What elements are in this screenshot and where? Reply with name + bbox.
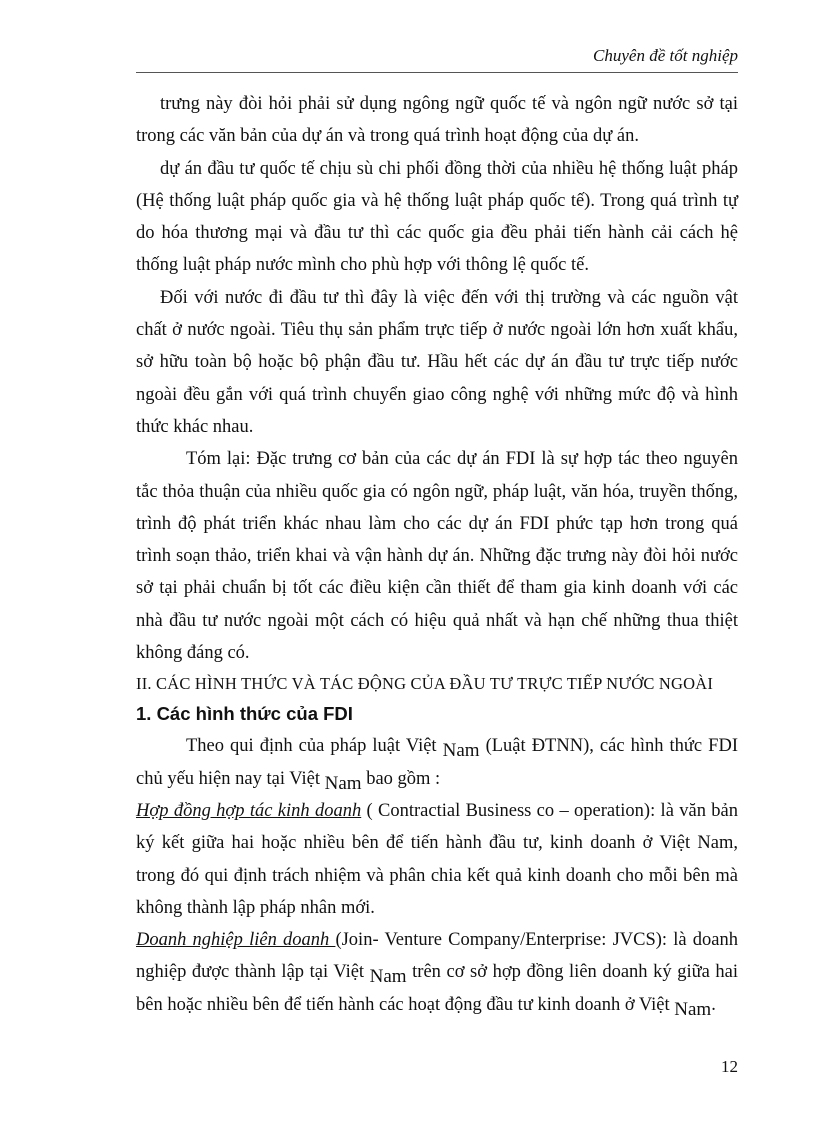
text-run: Nam	[442, 740, 480, 762]
section-heading: II. CÁC HÌNH THỨC VÀ TÁC ĐỘNG CỦA ĐẦU TƯ TRỰC TIẾP NƯỚC NGOÀI	[136, 674, 714, 694]
defined-term: Doanh nghiệp liên doanh	[136, 930, 336, 951]
subsection-heading: 1. Các hình thức của FDI	[136, 703, 353, 725]
text-run: Nam	[369, 966, 407, 988]
paragraph: dự án đầu tư quốc tế chịu sù chi phối đồng thời của nhiều hệ thống luật pháp (Hệ thống luật pháp quốc gia và hệ thống luật pháp quốc tế). Trong quá trình tự do hóa thương mại và đầu tư thì các quốc gia đều phải tiến hành cải cách hệ thống luật pháp nước mình cho phù hợp với thông lệ quốc tế.	[136, 158, 738, 276]
document-body	[136, 88, 738, 1021]
paragraph: trưng này đòi hỏi phải sử dụng ngông ngữ quốc tế và ngôn ngữ nước sở tại trong các văn bản của dự án và trong quá trình hoạt động của dự án.	[136, 94, 738, 147]
form-definition-paragraph	[136, 795, 738, 924]
text-run: .	[711, 994, 716, 1015]
header-rule	[136, 72, 738, 73]
running-header: Chuyên đề tốt nghiệp	[593, 46, 738, 65]
text-run: (Luật ĐTNN), các hình thức FDI chủ yếu hiện nay tại Việt	[136, 736, 738, 789]
text-run: bao gồm :	[361, 768, 441, 789]
forms-intro-paragraph	[136, 730, 738, 795]
text-run: (Join- Venture Company/Enterprise: JVCS): là doanh nghiệp được thành lập tại Việt	[136, 930, 739, 983]
paragraph: Đối với nước đi đầu tư thì đây là việc đến với thị trường và các nguồn vật chất ở nước ngoài. Tiêu thụ sản phẩm trực tiếp ở nước ngoài lớn hơn xuất khẩu, sở hữu toàn bộ hoặc bộ phận đầu tư. Hầu hết các dự án đầu tư trực tiếp nước ngoài đều gắn với quá trình chuyển giao công nghệ với những mức độ và hình thức khác nhau.	[136, 287, 738, 437]
text-run: trên cơ sở hợp đồng liên doanh ký giữa hai bên hoặc nhiều bên để tiến hành các hoạt động đầu tư kinh doanh ở Việt	[136, 962, 738, 1015]
text-run: Nam	[674, 998, 712, 1020]
paragraph: Tóm lại: Đặc trưng cơ bản của các dự án FDI là sự hợp tác theo nguyên tắc thỏa thuận của nhiều quốc gia có ngôn ngữ, pháp luật, văn hóa, truyền thống, trình độ phát triển khác nhau làm cho các dự án FDI phức tạp hơn trong quá trình soạn thảo, triển khai và vận hành dự án. Những đặc trưng này đòi hỏi nước sở tại phải chuẩn bị tốt các điều kiện cần thiết để tham gia kinh doanh với các nhà đầu tư nước ngoài một cách có hiệu quả nhất và hạn chế những thua thiệt không đáng có.	[136, 449, 738, 664]
text-run: ( Contractial Business co – operation): là văn bản ký kết giữa hai hoặc nhiều bên để tiến hành đầu tư, kinh doanh ở Việt Nam, trong đó qui định trách nhiệm và phân chia kết quả kinh doanh cho mỗi bên mà không thành lập pháp nhân mới.	[136, 800, 738, 918]
text-run: Theo qui định của pháp luật Việt	[186, 736, 443, 757]
defined-term: Hợp đồng hợp tác kinh doanh	[136, 800, 362, 821]
page-number: 12	[721, 1057, 738, 1076]
form-definition-paragraph	[136, 924, 738, 1021]
text-run: Nam	[324, 772, 362, 794]
